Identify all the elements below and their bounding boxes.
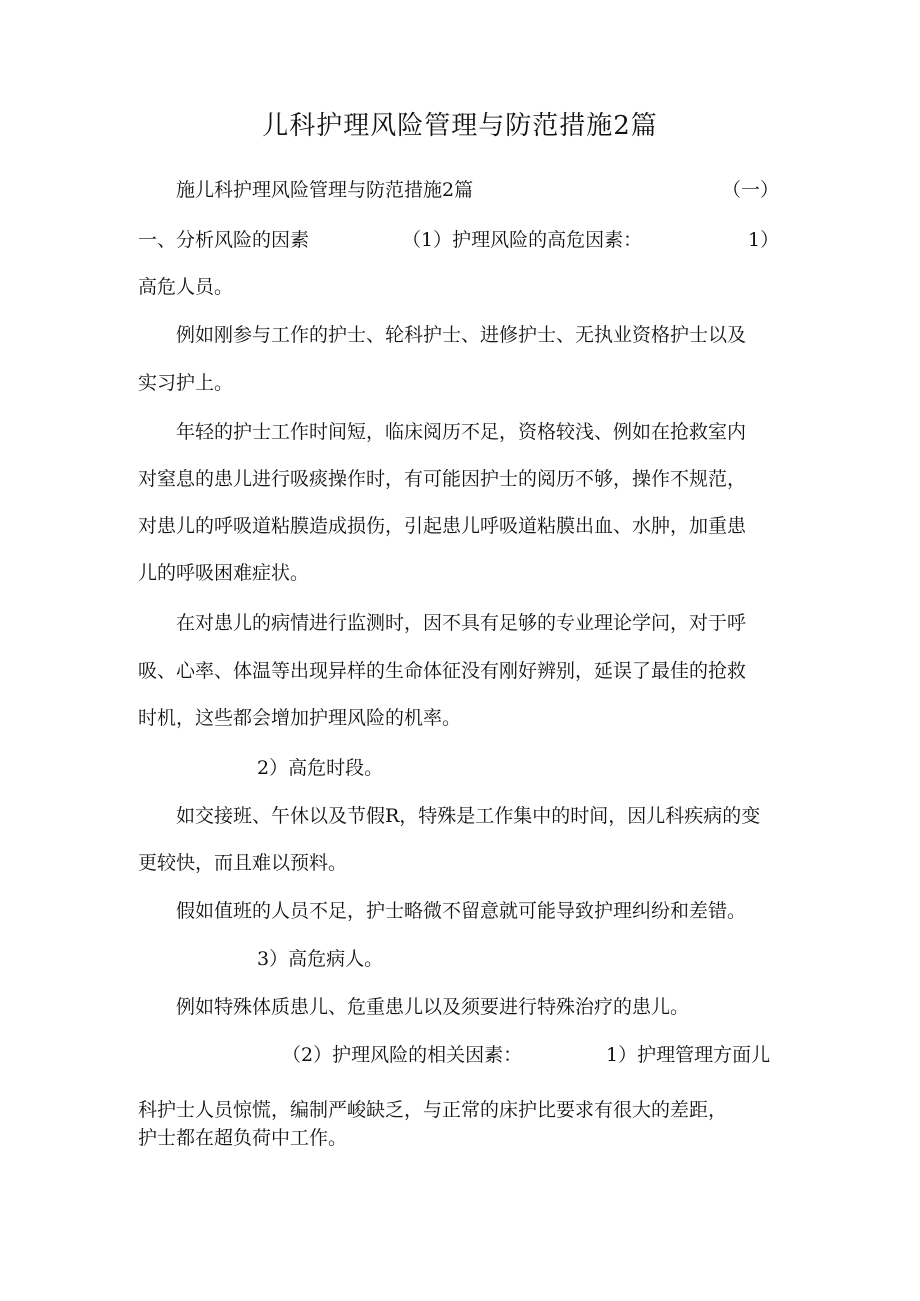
paragraph-line: 高危人员。: [138, 276, 234, 298]
list-item: 3）高危病人。: [257, 948, 384, 970]
paragraph-line: 假如值班的人员不足，护士略微不留意就可能导致护理纠纷和差错。: [176, 900, 747, 922]
section-heading: 一、分析风险的因素: [138, 229, 310, 251]
subsection-heading: （1）护理风险的高危因素：: [402, 229, 643, 251]
paragraph-line: 对患儿的呼吸道粘膜造成损伤，引起患儿呼吸道粘膜出血、水肿，加重患: [138, 515, 747, 537]
paragraph-line: 实习护上。: [138, 372, 234, 394]
paragraph-line: 如交接班、午休以及节假R，特殊是工作集中的时间，因儿科疾病的变: [176, 805, 761, 827]
paragraph-line: 时机，这些都会增加护理风险的机率。: [138, 707, 462, 729]
subtitle-number: （一）: [722, 179, 780, 201]
document-title: 儿科护理风险管理与防范措施2篇: [262, 111, 658, 141]
paragraph-line: 对窒息的患儿进行吸痰操作时，有可能因护士的阅历不够，操作不规范，: [138, 468, 747, 490]
paragraph-line: 年轻的护士工作时间短，临床阅历不足，资格较浅、例如在抢救室内: [176, 421, 747, 443]
paragraph-line: 例如刚参与工作的护士、轮科护士、进修护士、无执业资格护士以及: [176, 324, 747, 346]
list-item: 1）护理管理方面儿: [606, 1044, 771, 1066]
paragraph-line: 科护士人员惊慌，编制严峻缺乏，与正常的床护比要求有很大的差距，: [138, 1099, 728, 1121]
paragraph-line: 更较快，而且难以预料。: [138, 852, 348, 874]
paragraph-line: 吸、心率、体温等出现异样的生命体征没有刚好辨别，延误了最佳的抢救: [138, 660, 747, 682]
list-item: 2）高危时段。: [257, 757, 384, 779]
paragraph-line: 儿的呼吸困难症状。: [138, 562, 310, 584]
subsection-heading: （2）护理风险的相关因素：: [282, 1044, 523, 1066]
paragraph-line: 例如特殊体质患儿、危重患儿以及须要进行特殊治疗的患儿。: [176, 996, 690, 1018]
subtitle: 施儿科护理风险管理与防范措施2篇: [176, 179, 474, 201]
list-marker: 1）: [748, 229, 780, 251]
paragraph-line: 护士都在超负荷中工作。: [138, 1127, 348, 1149]
paragraph-line: 在对患儿的病情进行监测时，因不具有足够的专业理论学问，对于呼: [176, 612, 747, 634]
